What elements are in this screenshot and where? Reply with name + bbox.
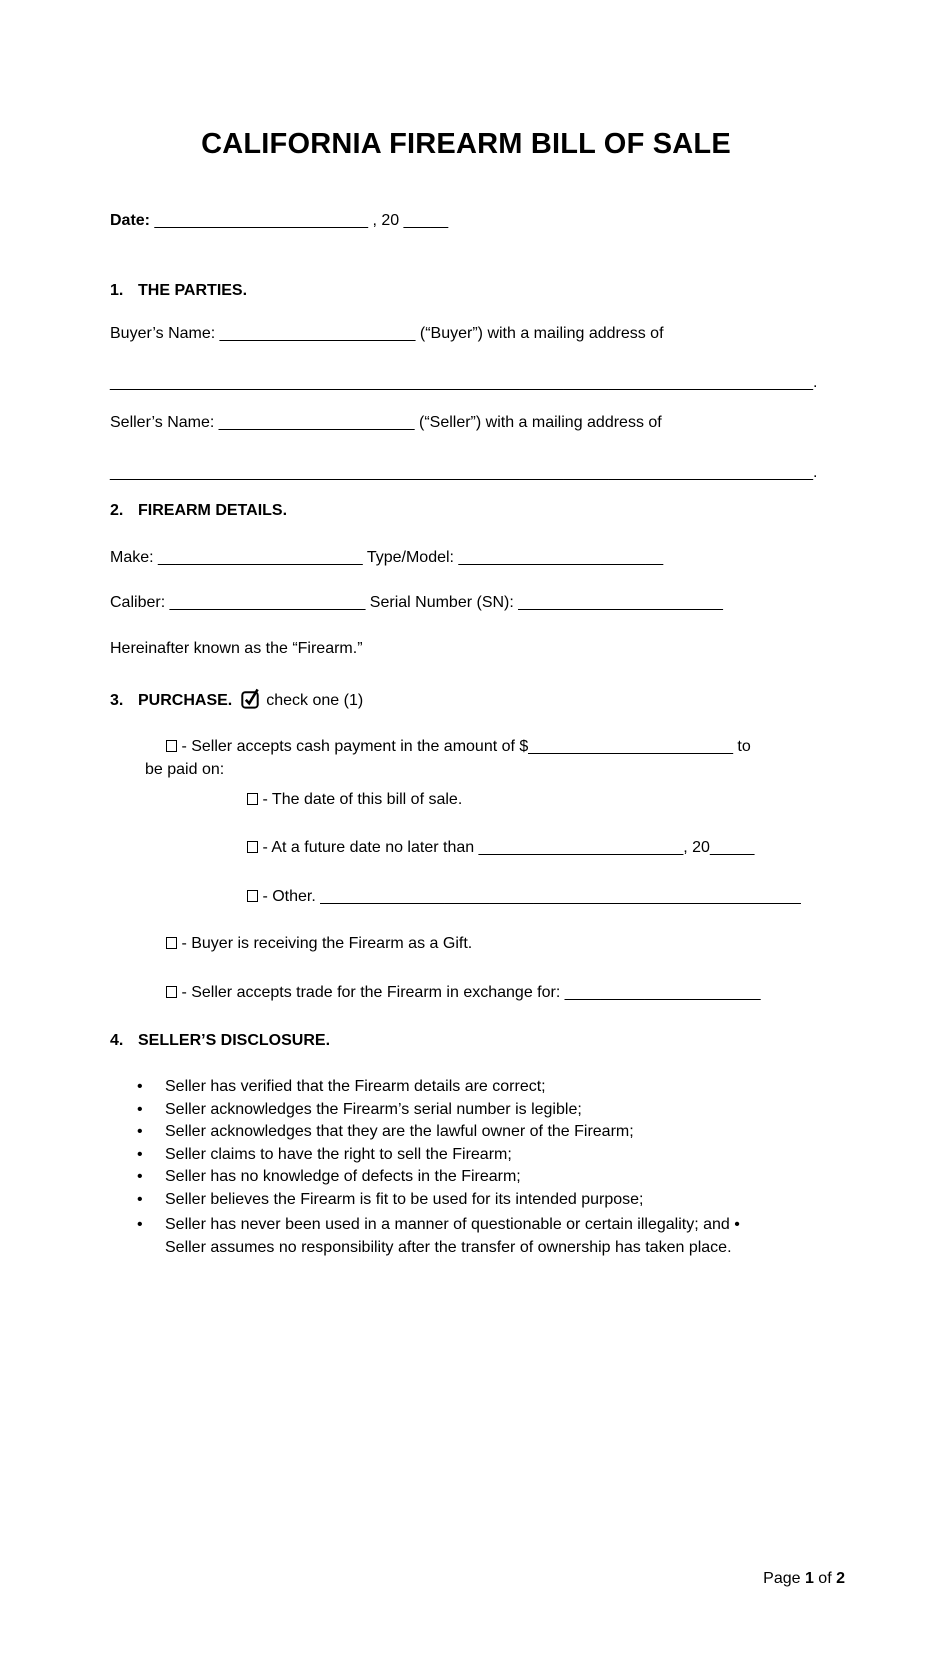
- option-other: [247, 887, 845, 906]
- section-period: .: [282, 502, 288, 519]
- make-label: Make:: [110, 549, 159, 566]
- list-item: [137, 1214, 845, 1237]
- page-word: Page: [763, 1570, 805, 1587]
- trade-text: - Seller accepts trade for the Firearm in exchange for:: [177, 984, 565, 1001]
- buyer-address-blank-field[interactable]: _______________________________________________________________________________: [110, 374, 813, 391]
- section-heading-firearm-details: [110, 501, 845, 520]
- seller-name-blank-field[interactable]: ______________________: [218, 414, 415, 431]
- future-date-year-blank-field[interactable]: _____: [709, 839, 755, 856]
- bullet-text: Seller claims to have the right to sell the Firearm;: [165, 1145, 512, 1163]
- list-item: [137, 1166, 845, 1189]
- check-one-note: check one (1): [266, 692, 364, 709]
- make-type-line: [110, 548, 845, 567]
- buyer-address-period: .: [812, 374, 818, 391]
- seller-address-blank-field[interactable]: _______________________________________________________________________________: [110, 464, 813, 481]
- cash-option-text: - Seller accepts cash payment in the amount of $: [177, 738, 529, 755]
- list-item: [137, 1144, 845, 1167]
- serial-number-blank-field[interactable]: _______________________: [518, 594, 723, 611]
- bullet-icon: •: [137, 1123, 143, 1140]
- section-title: SELLER’S DISCLOSURE: [138, 1032, 326, 1049]
- bullet-text: Seller has verified that the Firearm details are correct;: [165, 1078, 546, 1095]
- checked-checkbox-icon[interactable]: [241, 687, 261, 709]
- bullet-text: Seller has no knowledge of defects in the Firearm;: [165, 1168, 521, 1185]
- bullet-text: Seller assumes no responsibility after the transfer of ownership has taken place.: [165, 1238, 732, 1256]
- section-period: .: [242, 282, 248, 299]
- buyer-address-line: [110, 373, 845, 392]
- cash-amount-blank-field[interactable]: _______________________: [528, 738, 733, 755]
- future-date-year-prefix: , 20: [683, 839, 710, 856]
- bullet-icon: •: [137, 1078, 143, 1095]
- buyer-name-label: Buyer’s Name:: [110, 325, 220, 342]
- future-date-blank-field[interactable]: _______________________: [478, 839, 684, 856]
- seller-name-suffix: (“Seller”) with a mailing address of: [414, 414, 662, 431]
- list-item: [137, 1099, 845, 1122]
- type-model-label: Type/Model:: [362, 549, 459, 566]
- section-period: .: [227, 692, 233, 709]
- option-date-of-sale: [247, 790, 845, 809]
- list-item-continuation: [165, 1237, 845, 1260]
- cash-checkbox[interactable]: [166, 740, 177, 752]
- option-trade: [145, 983, 845, 1002]
- of-word: of: [813, 1570, 837, 1587]
- bullet-icon: •: [137, 1145, 143, 1163]
- disclosure-bullet-list: [137, 1076, 845, 1259]
- page-number-footer: [763, 1569, 845, 1588]
- trade-blank-field[interactable]: ______________________: [564, 984, 761, 1001]
- gift-checkbox[interactable]: [166, 937, 177, 949]
- cash-option-suffix: to: [732, 738, 751, 755]
- section-heading-parties: [110, 281, 845, 300]
- list-item: [137, 1189, 845, 1212]
- buyer-name-line: [110, 324, 845, 343]
- seller-name-line: [110, 413, 845, 432]
- date-label: Date:: [110, 212, 151, 229]
- type-model-blank-field[interactable]: _______________________: [458, 549, 664, 566]
- hereinafter-line: Hereinafter known as the “Firearm.”: [110, 640, 363, 657]
- bullet-text: Seller acknowledges that they are the lawful owner of the Firearm;: [165, 1123, 634, 1140]
- section-number: 1.: [110, 282, 124, 299]
- section-number: 3.: [110, 692, 124, 709]
- date-year-prefix: , 20: [372, 212, 400, 229]
- section-number: 4.: [110, 1032, 124, 1049]
- section-period: .: [325, 1032, 331, 1049]
- bullet-text: Seller believes the Firearm is fit to be used for its intended purpose;: [165, 1190, 644, 1208]
- bullet-icon: •: [137, 1168, 143, 1185]
- option-gift: [145, 934, 845, 953]
- make-blank-field[interactable]: _______________________: [158, 549, 363, 566]
- bullet-icon: •: [137, 1190, 143, 1208]
- caliber-sn-line: [110, 593, 845, 612]
- list-item: [137, 1121, 845, 1144]
- seller-address-line: [110, 463, 845, 482]
- document-page: [0, 130, 933, 1259]
- trade-checkbox[interactable]: [166, 986, 177, 998]
- serial-number-label: Serial Number (SN):: [365, 594, 519, 611]
- date-of-sale-checkbox[interactable]: [247, 793, 258, 805]
- section-heading-purchase: [110, 687, 845, 710]
- section-title: FIREARM DETAILS: [138, 502, 283, 519]
- bullet-icon: •: [137, 1100, 143, 1118]
- other-text: - Other.: [258, 888, 321, 905]
- section-number: 2.: [110, 502, 124, 519]
- bullet-text: Seller acknowledges the Firearm’s serial number is legible;: [165, 1100, 582, 1118]
- seller-name-label: Seller’s Name:: [110, 414, 219, 431]
- option-cash-payment: [145, 735, 845, 781]
- section-title: THE PARTIES: [138, 282, 243, 299]
- page-number: 1: [804, 1570, 814, 1587]
- gift-text: - Buyer is receiving the Firearm as a Gift.: [177, 935, 473, 952]
- date-year-blank-field[interactable]: _____: [403, 212, 449, 229]
- other-blank-field[interactable]: ______________________________________________________: [320, 888, 801, 905]
- caliber-blank-field[interactable]: ______________________: [169, 594, 366, 611]
- page-total: 2: [836, 1570, 845, 1587]
- future-date-checkbox[interactable]: [247, 841, 258, 853]
- bullet-icon: •: [137, 1216, 143, 1233]
- date-blank-field[interactable]: ________________________: [154, 212, 369, 229]
- buyer-name-suffix: (“Buyer”) with a mailing address of: [415, 325, 664, 342]
- cash-option-line2: be paid on:: [145, 761, 225, 778]
- seller-address-period: .: [812, 464, 818, 481]
- section-heading-sellers-disclosure: [110, 1031, 845, 1050]
- date-line: [110, 211, 845, 230]
- buyer-name-blank-field[interactable]: ______________________: [219, 325, 416, 342]
- section-title: PURCHASE: [138, 692, 228, 709]
- option-future-date: [247, 838, 845, 857]
- document-title: CALIFORNIA FIREARM BILL OF SALE: [201, 128, 731, 160]
- future-date-text: - At a future date no later than: [258, 839, 479, 856]
- list-item: [137, 1076, 845, 1099]
- caliber-label: Caliber:: [110, 594, 170, 611]
- other-checkbox[interactable]: [247, 890, 258, 902]
- bullet-text: Seller has never been used in a manner of questionable or certain illegality; and •: [165, 1216, 740, 1233]
- date-of-sale-text: - The date of this bill of sale.: [258, 791, 463, 808]
